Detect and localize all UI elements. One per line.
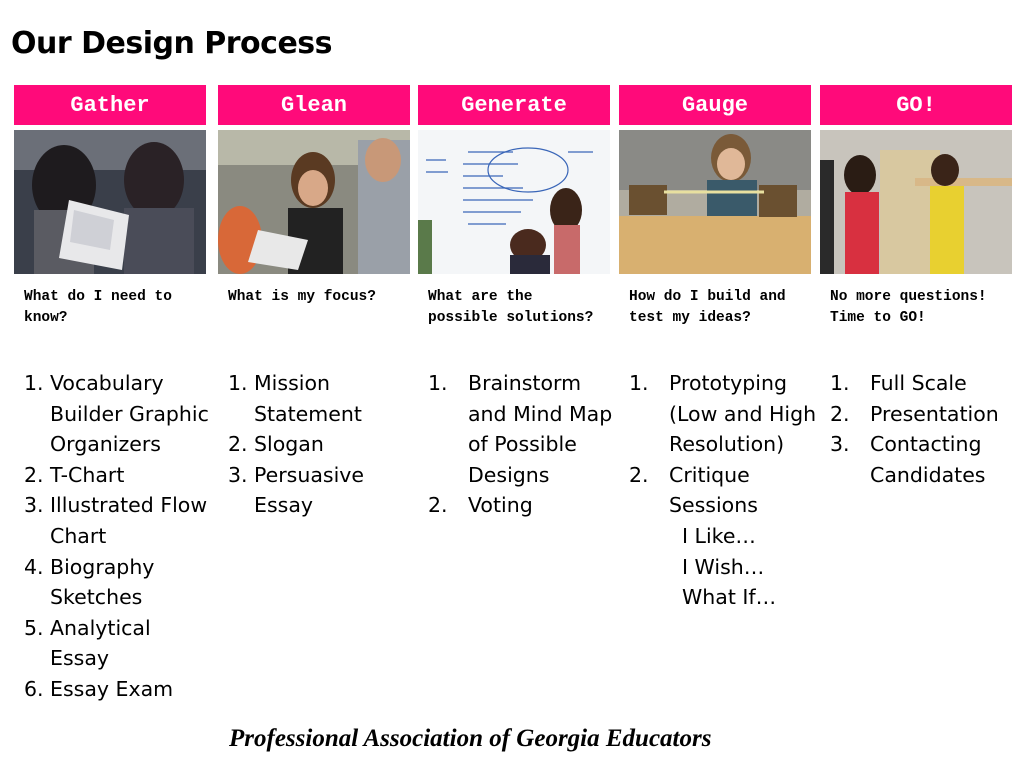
- column-photo: [820, 130, 1012, 274]
- column-gauge: [619, 85, 817, 610]
- list-item: 3. Illustrated Flow Chart: [24, 493, 208, 548]
- list-item: 2. T-Chart: [24, 462, 125, 487]
- column-header: Gauge: [619, 85, 811, 125]
- column-question: What do I need to know?: [24, 289, 172, 326]
- page-title: Our Design Process: [11, 26, 332, 61]
- list-item: 6. Essay Exam: [24, 676, 174, 701]
- column-header: GO!: [820, 85, 1012, 125]
- column-photo: [619, 130, 811, 274]
- list-item: 4. Biography Sketches: [24, 554, 155, 610]
- column-header: Generate: [418, 85, 610, 125]
- item-list: [228, 368, 418, 521]
- sub-item: I Like…: [682, 523, 756, 548]
- column-question: How do I build and test my ideas?: [629, 289, 786, 326]
- list-item: 3. Contacting Candidates: [830, 432, 986, 487]
- item-list: [24, 368, 214, 705]
- column-question: No more questions! Time to GO!: [830, 289, 987, 326]
- item-list: [629, 368, 819, 613]
- sub-item: What If…: [682, 585, 777, 610]
- column-photo: [418, 130, 610, 274]
- column-gather: [14, 85, 209, 701]
- column-question: What are the possible solutions?: [428, 289, 594, 326]
- column-go: [820, 85, 1012, 487]
- item-list: [428, 368, 618, 521]
- column-photo: [14, 130, 206, 274]
- column-question: What is my focus?: [228, 289, 376, 305]
- column-header: Glean: [218, 85, 410, 125]
- list-item: 1. Prototyping (Low and High Resolution): [629, 371, 817, 457]
- list-item: 2. Critique Sessions I Like… I Wish… What If…: [629, 460, 819, 613]
- list-item: 1. Full Scale: [830, 371, 967, 395]
- list-item: 1. Vocabulary Builder Graphic Organizers: [24, 371, 209, 457]
- column-glean: [218, 85, 410, 518]
- list-item: 3. Persuasive Essay: [228, 462, 365, 518]
- list-item: 1. Brainstorm and Mind Map of Possible Designs: [428, 371, 613, 487]
- item-list: [830, 368, 1020, 490]
- list-item: 5. Analytical Essay: [24, 615, 151, 671]
- list-item: 2. Slogan: [228, 432, 324, 457]
- list-item: 1. Mission Statement: [228, 371, 362, 426]
- sub-item: I Wish…: [682, 554, 765, 579]
- column-header: Gather: [14, 85, 206, 125]
- column-photo: [218, 130, 410, 274]
- list-item: 2. Presentation: [830, 401, 999, 426]
- column-generate: [418, 85, 613, 518]
- list-item: 2. Voting: [428, 493, 533, 518]
- footer-organization: Professional Association of Georgia Educators: [229, 725, 712, 752]
